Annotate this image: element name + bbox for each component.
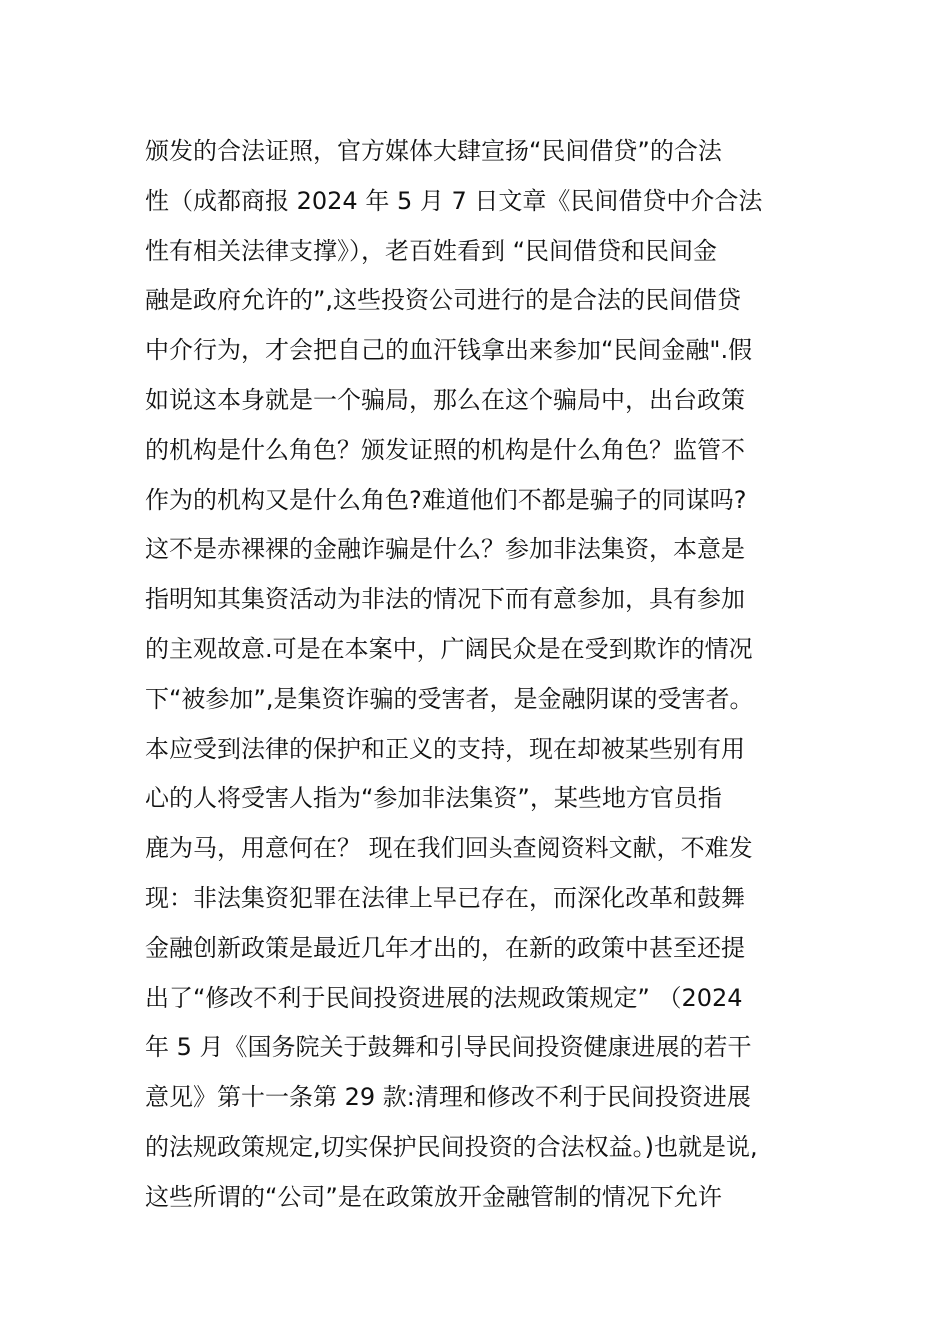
text-line: 作为的机构又是什么角色?难道他们不都是骗子的同谋吗?	[145, 485, 747, 514]
text-line: 的法规政策规定,切实保护民间投资的合法权益。)也就是说,	[145, 1132, 758, 1161]
text-line: 现：非法集资犯罪在法律上早已存在，而深化改革和鼓舞	[145, 883, 745, 912]
text-line: 中介行为，才会把自己的血汗钱拿出来参加“民间金融".假	[145, 336, 753, 365]
text-line: 性（成都商报 2024 年 5 月 7 日文章《民间借贷中介合法	[145, 186, 763, 215]
text-line: 指明知其集资活动为非法的情况下而有意参加，具有参加	[145, 585, 745, 614]
text-line: 融是政府允许的”,这些投资公司进行的是合法的民间借贷	[145, 286, 742, 315]
text-line: 的机构是什么角色？颁发证照的机构是什么角色？监管不	[145, 435, 745, 464]
text-line: 心的人将受害人指为“参加非法集资”，某些地方官员指	[145, 784, 722, 813]
text-line: 如说这本身就是一个骗局，那么在这个骗局中，出台政策	[145, 385, 745, 414]
text-line: 颁发的合法证照，官方媒体大肆宣扬“民间借贷”的合法	[145, 137, 722, 165]
text-line: 这些所谓的“公司”是在政策放开金融管制的情况下允许	[145, 1182, 722, 1211]
text-line: 鹿为马，用意何在？ 现在我们回头查阅资料文献，不难发	[145, 834, 753, 863]
text-line: 年 5 月《国务院关于鼓舞和引导民间投资健康进展的若干	[145, 1033, 752, 1062]
text-line: 这不是赤裸裸的金融诈骗是什么？参加非法集资，本意是	[145, 535, 745, 564]
body-text	[145, 127, 825, 1223]
text-line: 性有相关法律支撑》），老百姓看到 “民间借贷和民间金	[145, 236, 718, 265]
text-line: 下“被参加”,是集资诈骗的受害者，是金融阴谋的受害者。	[145, 684, 754, 713]
text-line: 意见》第十一条第 29 款:清理和修改不利于民间投资进展	[145, 1083, 751, 1112]
text-line: 金融创新政策是最近几年才出的，在新的政策中甚至还提	[145, 933, 745, 962]
text-line: 出了“修改不利于民间投资进展的法规政策规定” （2024	[145, 983, 743, 1012]
text-line: 的主观故意.可是在本案中，广阔民众是在受到欺诈的情况	[145, 634, 753, 663]
text-line: 本应受到法律的保护和正义的支持，现在却被某些别有用	[145, 734, 745, 763]
